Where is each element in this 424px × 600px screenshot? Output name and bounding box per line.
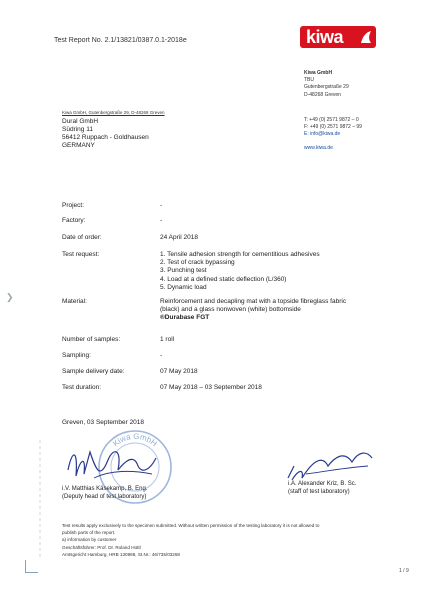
- company-website-link[interactable]: www.kiwa.de: [304, 145, 333, 151]
- footer-line: Test results apply exclusively to the specimen submitted. Without written permission of the testing laboratory it is not allowed to: [62, 523, 320, 528]
- test-request-list: [160, 251, 320, 292]
- factory-label: Factory:: [62, 217, 86, 224]
- page-number: 1 / 9: [399, 568, 409, 574]
- addressee-line: GERMANY: [62, 142, 95, 149]
- sampling-value: -: [160, 352, 163, 359]
- sampling-label: Sampling:: [62, 352, 91, 359]
- signer-right: [288, 481, 356, 496]
- test-request-item: 3. Punching test: [160, 267, 207, 275]
- footer-line: a) information by customer: [62, 537, 117, 543]
- footer-line: publish parts of the report.: [62, 530, 116, 536]
- delivery-date-value: 07 May 2018: [160, 368, 198, 375]
- company-address: [304, 70, 349, 99]
- material-product-name: ®Durabase FGT: [160, 314, 210, 322]
- material-label: Material:: [62, 298, 87, 305]
- footer: [62, 522, 392, 558]
- signature-left: [60, 440, 175, 490]
- place-and-date: Greven, 03 September 2018: [62, 419, 145, 426]
- addressee: [62, 118, 149, 150]
- footer-line: Amtsgericht Hamburg, HRB 130968, St.Nr.: 46/735/03268: [62, 551, 180, 557]
- material-line: Reinforcement and decapling mat with a topside fibreglass fabric: [160, 298, 347, 305]
- test-request-item: 1. Tensile adhesion strength for cementitious adhesives: [160, 251, 320, 258]
- kiwa-logo: [300, 26, 376, 48]
- chevron-right-icon: ❯: [6, 292, 14, 302]
- company-name: Kiwa GmbH: [304, 70, 333, 76]
- material-value: [160, 298, 346, 323]
- company-contact: [304, 117, 362, 138]
- company-fax: F: +49 (0) 2571 9872 – 99: [304, 124, 362, 130]
- stamp-text: Kiwa GmbH: [111, 431, 159, 449]
- addressee-line: Dural GmbH: [62, 118, 99, 125]
- project-label: Project:: [62, 202, 85, 209]
- signer-left-role: (Deputy head of test laboratory): [62, 493, 147, 500]
- corner-mark: [25, 560, 38, 573]
- material-line: (black) and a glass nonwoven (white) bottomside: [160, 306, 301, 314]
- delivery-date-label: Sample delivery date:: [62, 368, 125, 375]
- order-date-value: 24 April 2018: [160, 234, 198, 241]
- order-date-label: Date of order:: [62, 234, 102, 241]
- sender-line: Kiwa GmbH, Gutenbergstraße 29, D-48268 Greven: [62, 110, 165, 115]
- addressee-line: 56412 Ruppach - Goldhausen: [62, 134, 149, 141]
- test-duration-value: 07 May 2018 – 03 September 2018: [160, 384, 262, 391]
- test-duration-label: Test duration:: [62, 384, 102, 391]
- factory-value: -: [160, 217, 163, 224]
- company-email[interactable]: E: info@kiwa.de: [304, 131, 341, 137]
- test-request-item: 5. Dynamic load: [160, 283, 207, 291]
- test-request-item: 4. Load at a defined static deflection (L/360): [160, 275, 287, 283]
- company-street: Gutenbergstraße 29: [304, 84, 349, 91]
- test-request-label: Test request:: [62, 251, 100, 258]
- project-value: -: [160, 202, 163, 209]
- signer-right-name: i.A. Alexander Kriz, B. Sc.: [288, 481, 357, 487]
- company-unit: TBU: [304, 77, 314, 84]
- company-city: D-48268 Greven: [304, 91, 341, 98]
- addressee-line: Südring 11: [62, 126, 93, 133]
- logo-text: kiwa: [306, 27, 344, 47]
- signer-right-role: (staff of test laboratory): [288, 488, 350, 495]
- footer-line: Geschäftsführer: Prof. Dr. Roland Hüttl: [62, 544, 141, 550]
- company-phone: T: +49 (0) 2571 9872 – 0: [304, 117, 359, 123]
- samples-label: Number of samples:: [62, 336, 121, 343]
- test-request-item: 2. Test of crack bypassing: [160, 259, 235, 267]
- report-number: Test Report No. 2.1/13821/0387.0.1-2018e: [54, 37, 187, 44]
- signer-left-name: i.V. Matthias Käsekamp, B. Eng.: [62, 486, 148, 492]
- signer-left: [62, 486, 148, 501]
- logo-swoosh-icon: [359, 29, 373, 45]
- margin-watermark: [36, 440, 44, 560]
- samples-value: 1 roll: [160, 336, 175, 343]
